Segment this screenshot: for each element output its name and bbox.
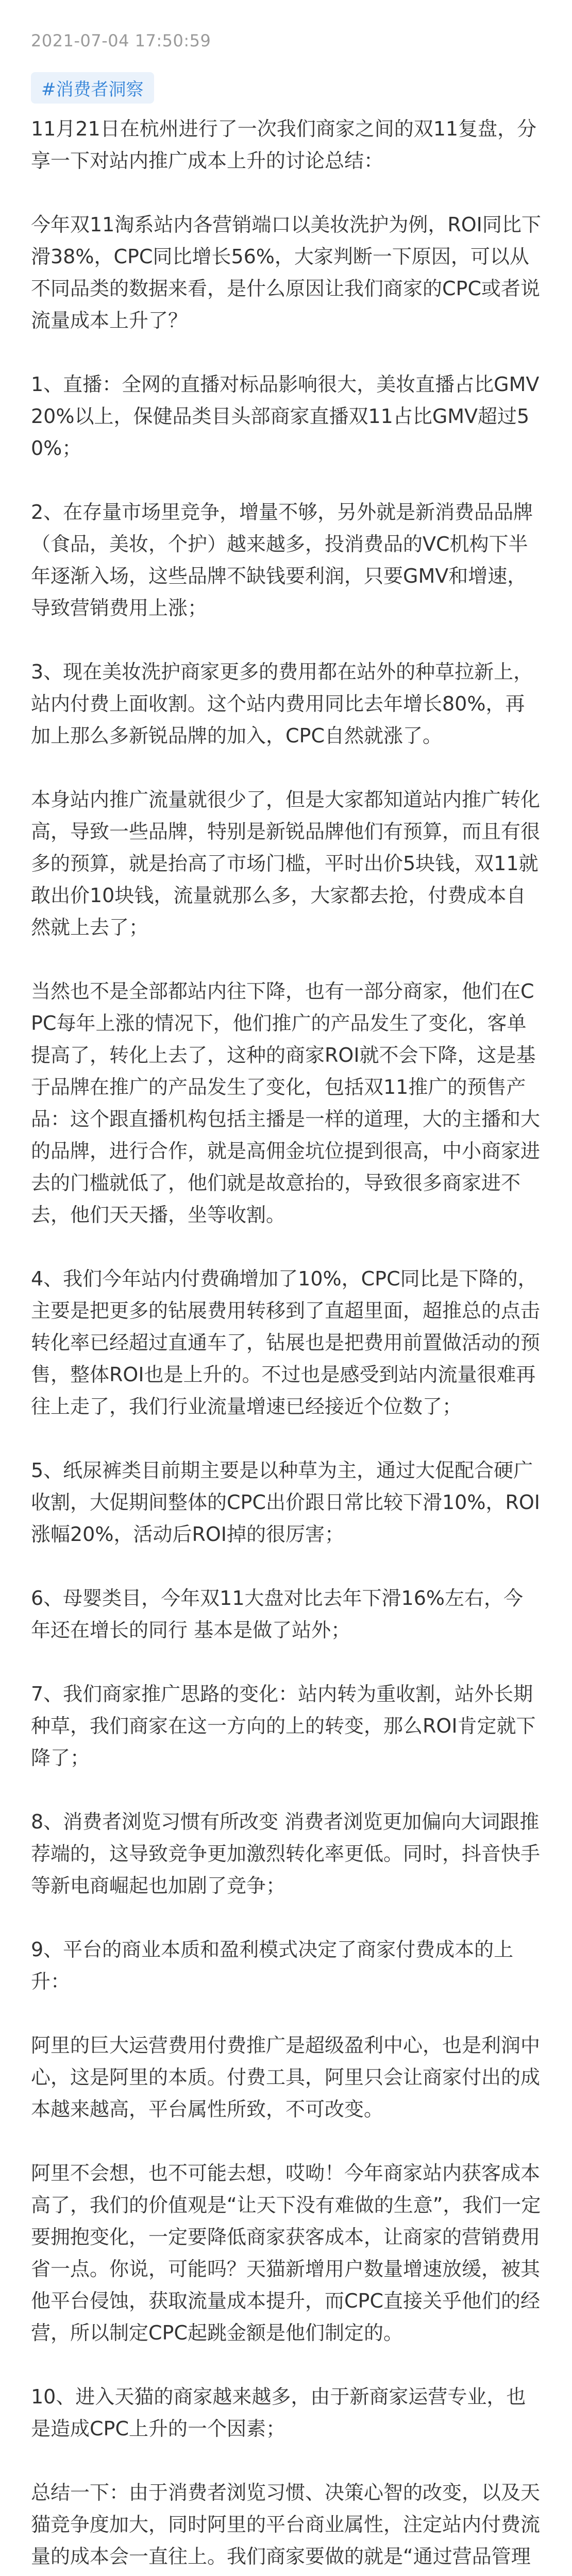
- paragraph: 4、我们今年站内付费确增加了10%，CPC同比是下降的，主要是把更多的钻展费用转移到了直超里面，超推总的点击转化率已经超过直通车了，钻展也是把费用前置做活动的预售，整体ROI也是上升的。不过也是感受到站内流量很难再往上走了，我们行业流量增速已经接近个位数了；: [31, 1267, 541, 1418]
- memo-content: [31, 113, 541, 2576]
- memo-timestamp: 2021-07-04 17:50:59: [31, 31, 211, 50]
- paragraph: 今年双11淘系站内各营销端口以美妆洗护为例，ROI同比下滑38%，CPC同比增长56%，大家判断一下原因，可以从不同品类的数据来看，是什么原因让我们商家的CPC或者说流量成本上升了？: [31, 213, 541, 332]
- paragraph: 11月21日在杭州进行了一次我们商家之间的双11复盘，分享一下对站内推广成本上升的讨论总结：: [31, 117, 537, 172]
- paragraph: 总结一下：由于消费者浏览习惯、决策心智的改变，以及天猫竞争度加大，同时阿里的平台商业属性，注定站内付费流量的成本会一直往上。我们商家要做的就是“通过营品管理: [31, 2481, 541, 2568]
- paragraph: 1、直播：全网的直播对标品影响很大，美妆直播占比GMV20%以上，保健品类目头部商家直播双11占比GMV超过50%；: [31, 373, 540, 460]
- paragraph: 7、我们商家推广思路的变化：站内转为重收割，站外长期种草，我们商家在这一方向的上的转变，那么ROI肯定就下降了；: [31, 1683, 536, 1769]
- paragraph: 10、进入天猫的商家越来越多，由于新商家运营专业，也是造成CPC上升的一个因素；: [31, 2385, 526, 2440]
- paragraph: 3、现在美妆洗护商家更多的费用都在站外的种草拉新上，站内付费上面收割。这个站内费用同比去年增长80%，再加上那么多新锐品牌的加入，CPC自然就涨了。: [31, 660, 533, 747]
- paragraph: 6、母婴类目，今年双11大盘对比去年下滑16%左右，今年还在增长的同行 基本是做了站外；: [31, 1587, 523, 1641]
- paragraph: 9、平台的商业本质和盈利模式决定了商家付费成本的上升：: [31, 1938, 514, 1993]
- paragraph: 8、消费者浏览习惯有所改变 消费者浏览更加偏向大词跟推荐端的，这导致竞争更加激烈转化率更低。同时，抖音快手等新电商崛起也加剧了竞争；: [31, 1810, 541, 1897]
- memo-tag[interactable]: #消费者洞察: [31, 72, 154, 104]
- paragraph: 5、纸尿裤类目前期主要是以种草为主，通过大促配合硬广收割，大促期间整体的CPC出价跟日常比较下滑10%，ROI涨幅20%，活动后ROI掉的很厉害；: [31, 1459, 540, 1546]
- paragraph: 阿里不会想，也不可能去想，哎呦！今年商家站内获客成本高了，我们的价值观是“让天下没有难做的生意”，我们一定要拥抱变化，一定要降低商家获客成本，让商家的营销费用省一点。你说，可能吗？天猫新增用户数量增速放缓，被其他平台侵蚀，获取流量成本提升，而CPC直接关乎他们的经营，所以制定CPC起跳金额是他们制定的。: [31, 2162, 541, 2344]
- paragraph: 本身站内推广流量就很少了，但是大家都知道站内推广转化高，导致一些品牌，特别是新锐品牌他们有预算，而且有很多的预算，就是抬高了市场门槛，平时出价5块钱，双11就敢出价10块钱，流量就那么多，大家都去抢，付费成本自然就上去了；: [31, 788, 541, 939]
- paragraph: 2、在存量市场里竞争，增量不够，另外就是新消费品品牌（食品，美妆，个护）越来越多，投消费品的VC机构下半年逐渐入场，这些品牌不缺钱要利润，只要GMV和增速，导致营销费用上涨；: [31, 501, 533, 619]
- paragraph: 阿里的巨大运营费用付费推广是超级盈利中心，也是利润中心，这是阿里的本质。付费工具，阿里只会让商家付出的成本越来越高，平台属性所致，不可改变。: [31, 2034, 541, 2121]
- paragraph: 当然也不是全部都站内往下降，也有一部分商家，他们在CPC每年上涨的情况下，他们推广的产品发生了变化，客单提高了，转化上去了，这种的商家ROI就不会下降，这是基于品牌在推广的产品发生了变化，包括双11推广的预售产品：这个跟直播机构包括主播是一样的道理，大的主播和大的品牌，进行合作，就是高佣金坑位提到很高，中小商家进去的门槛就低了，他们就是故意抬的，导致很多商家进不去，他们天天播，坐等收割。: [31, 980, 541, 1226]
